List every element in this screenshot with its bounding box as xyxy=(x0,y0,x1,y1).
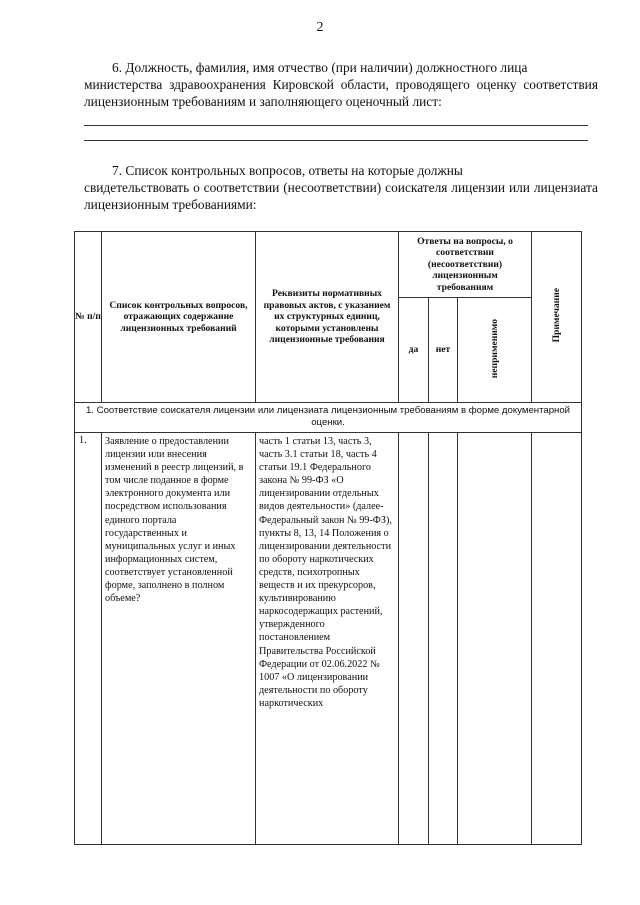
row-1-question: Заявление о предоставлении лицензии или внесения изменений в реестр лицензий, в том числе поданное в форме электронного документа или посредством использования единого портала государственных и муниципальных услуг и иных информационных систем, соответствует установленной форме, заполнено в полном объеме? xyxy=(102,433,256,845)
header-no: нет xyxy=(429,298,458,403)
header-answers: Ответы на вопросы, о соответствии (несоответствии) лицензионным требованиям xyxy=(399,232,532,298)
header-yes: да xyxy=(399,298,429,403)
row-1-num: 1. xyxy=(75,433,102,845)
checklist-table xyxy=(74,231,582,845)
fill-line-1 xyxy=(84,125,588,126)
fill-line-2 xyxy=(84,140,588,141)
item-6-text xyxy=(84,59,598,110)
item-6-first-line: 6. Должность, фамилия, имя отчество (при наличии) должностного лица xyxy=(112,60,528,75)
section-1-title: 1. Соответствие соискателя лицензии или лицензиата лицензионным требованиям в форме документарной оценки. xyxy=(75,403,582,433)
header-requisites: Реквизиты нормативных правовых актов, с указанием их структурных единиц, которыми установлены лицензионные требования xyxy=(256,232,399,403)
item-7-text xyxy=(84,162,598,213)
row-1-no[interactable] xyxy=(429,433,458,845)
header-note-cell xyxy=(532,232,582,403)
header-questions: Список контрольных вопросов, отражающих содержание лицензионных требований xyxy=(102,232,256,403)
header-note: Примечание xyxy=(550,288,562,343)
item-6-rest: министерства здравоохранения Кировской области, проводящего оценку соответствия лицензионным требованиям и заполняющего оценочный лист: xyxy=(84,77,598,109)
row-1-note[interactable] xyxy=(532,433,582,845)
header-num: № п/п xyxy=(75,232,102,403)
table-row xyxy=(75,433,582,845)
item-7-first-line: 7. Список контрольных вопросов, ответы на которые должны xyxy=(112,163,463,178)
row-1-requisites: часть 1 статьи 13, часть 3, часть 3.1 статьи 18, часть 4 статьи 19.1 Федерального закона № 99-ФЗ «О лицензировании отдельных видов деятельности» (далее- Федеральный закон № 99-ФЗ), пункты 8, 13, 14 Положения о лицензировании деятельности по обороту наркотических средств, психотропных веществ и их прекурсоров, культивированию наркосодержащих растений, утвержденного постановлением Правительства Российской Федерации от 02.06.2022 № 1007 «О лицензировании деятельности по обороту наркотических xyxy=(256,433,399,845)
header-na-cell xyxy=(458,298,532,403)
page-number: 2 xyxy=(316,20,324,35)
row-1-na[interactable] xyxy=(458,433,532,845)
row-1-yes[interactable] xyxy=(399,433,429,845)
header-na: неприменимо xyxy=(488,318,500,378)
item-7-rest: свидетельствовать о соответствии (несоответствии) соискателя лицензии или лицензиата лицензионным требованиями: xyxy=(84,180,598,212)
